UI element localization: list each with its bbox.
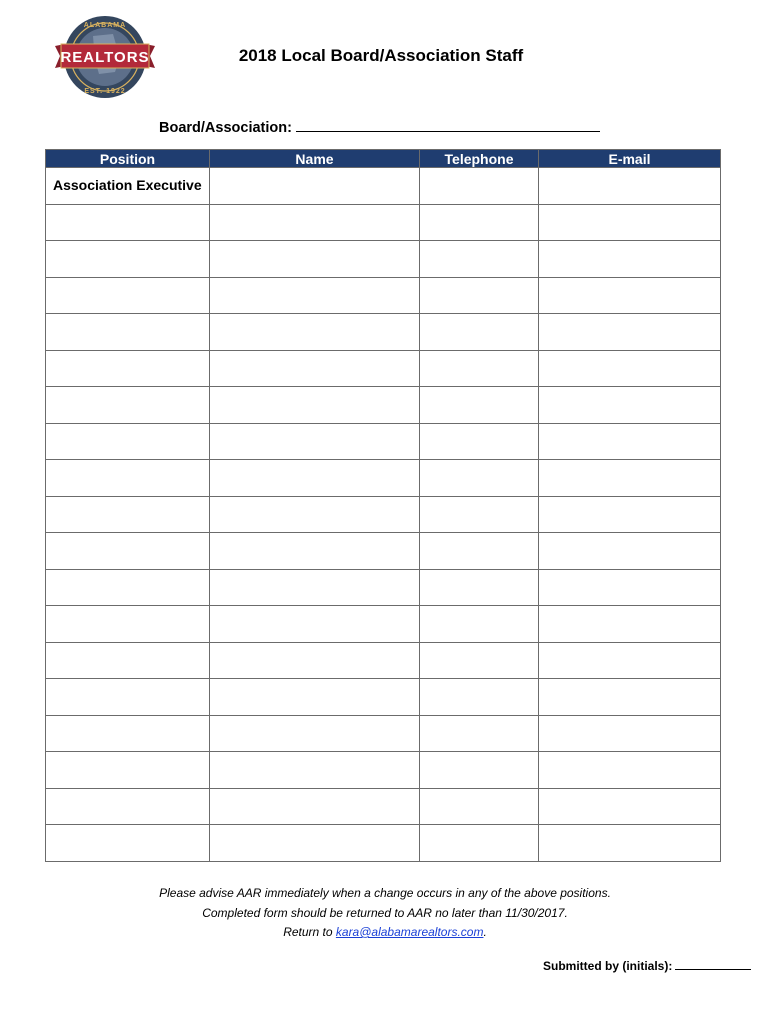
cell-text (427, 497, 538, 506)
cell-name[interactable] (210, 642, 420, 679)
initials-blank[interactable] (675, 958, 751, 970)
cell-email[interactable] (539, 350, 721, 387)
cell-text (546, 241, 720, 250)
cell-text (217, 789, 419, 798)
note-line-2: Completed form should be returned to AAR no later than 11/30/2017. (202, 905, 568, 920)
cell-email[interactable] (539, 496, 721, 533)
cell-position[interactable] (46, 460, 210, 497)
cell-text (217, 241, 419, 250)
table-row (46, 825, 721, 862)
cell-telephone[interactable] (420, 241, 539, 278)
cell-text (53, 716, 209, 725)
cell-position[interactable] (46, 533, 210, 570)
cell-position[interactable] (46, 496, 210, 533)
cell-text (427, 205, 538, 214)
cell-text (546, 570, 720, 579)
cell-text (217, 752, 419, 761)
cell-telephone[interactable] (420, 533, 539, 570)
table-row (46, 350, 721, 387)
cell-position[interactable] (46, 168, 210, 205)
cell-email[interactable] (539, 204, 721, 241)
cell-text (427, 168, 538, 177)
cell-text (217, 351, 419, 360)
table-row (46, 241, 721, 278)
cell-name[interactable] (210, 496, 420, 533)
cell-text (217, 643, 419, 652)
table-header-row (46, 150, 721, 168)
table-row (46, 569, 721, 606)
cell-text (546, 460, 720, 469)
cell-text (53, 789, 209, 798)
cell-email[interactable] (539, 606, 721, 643)
cell-position[interactable] (46, 788, 210, 825)
table-row (46, 788, 721, 825)
cell-telephone[interactable] (420, 168, 539, 205)
cell-text (217, 424, 419, 433)
cell-text (53, 351, 209, 360)
cell-email[interactable] (539, 569, 721, 606)
cell-text (427, 351, 538, 360)
table-row (46, 168, 721, 205)
cell-text (217, 205, 419, 214)
cell-text (546, 497, 720, 506)
cell-telephone[interactable] (420, 387, 539, 424)
cell-text (427, 314, 538, 323)
cell-name[interactable] (210, 204, 420, 241)
cell-telephone[interactable] (420, 204, 539, 241)
header-email: E-mail (539, 150, 721, 168)
instructions (0, 884, 770, 943)
cell-text (546, 314, 720, 323)
cell-position[interactable] (46, 387, 210, 424)
cell-position[interactable] (46, 679, 210, 716)
cell-position[interactable] (46, 752, 210, 789)
staff-table (45, 149, 721, 862)
cell-telephone[interactable] (420, 460, 539, 497)
cell-text (546, 679, 720, 688)
cell-email[interactable] (539, 277, 721, 314)
svg-text:ALABAMA: ALABAMA (83, 22, 127, 29)
cell-position[interactable] (46, 277, 210, 314)
cell-email[interactable] (539, 679, 721, 716)
cell-text (546, 168, 720, 177)
cell-telephone[interactable] (420, 642, 539, 679)
cell-text (217, 278, 419, 287)
cell-telephone[interactable] (420, 314, 539, 351)
svg-text:REALTORS: REALTORS (60, 49, 150, 66)
table-row (46, 387, 721, 424)
cell-email[interactable] (539, 241, 721, 278)
cell-name[interactable] (210, 679, 420, 716)
cell-text (217, 679, 419, 688)
cell-name[interactable] (210, 715, 420, 752)
table-row (46, 460, 721, 497)
cell-position[interactable] (46, 569, 210, 606)
cell-telephone[interactable] (420, 569, 539, 606)
cell-text (546, 351, 720, 360)
cell-position[interactable] (46, 642, 210, 679)
note-line-1: Please advise AAR immediately when a change occurs in any of the above positions. (159, 886, 611, 900)
cell-text (546, 752, 720, 761)
table-row (46, 606, 721, 643)
cell-position[interactable] (46, 204, 210, 241)
cell-position[interactable] (46, 241, 210, 278)
cell-name[interactable] (210, 752, 420, 789)
cell-text (427, 606, 538, 615)
cell-text (546, 825, 720, 834)
cell-email[interactable] (539, 533, 721, 570)
cell-name[interactable] (210, 387, 420, 424)
cell-name[interactable] (210, 460, 420, 497)
cell-name[interactable] (210, 241, 420, 278)
page-title: 2018 Local Board/Association Staff (238, 46, 524, 65)
cell-text (53, 205, 209, 214)
cell-text (53, 533, 209, 542)
table-row (46, 715, 721, 752)
cell-email[interactable] (539, 788, 721, 825)
cell-name[interactable] (210, 788, 420, 825)
cell-telephone[interactable] (420, 679, 539, 716)
cell-text (53, 679, 209, 688)
cell-name[interactable] (210, 168, 420, 205)
cell-text (217, 497, 419, 506)
cell-text (53, 424, 209, 433)
cell-text (53, 497, 209, 506)
cell-text (53, 314, 209, 323)
cell-text (217, 460, 419, 469)
board-association-label: Board/Association: (159, 120, 292, 136)
table-row (46, 496, 721, 533)
cell-text (217, 825, 419, 834)
cell-text (427, 570, 538, 579)
cell-email[interactable] (539, 423, 721, 460)
cell-text (217, 314, 419, 323)
cell-position[interactable] (46, 825, 210, 862)
cell-text (53, 460, 209, 469)
cell-email[interactable] (539, 314, 721, 351)
board-association-blank[interactable] (296, 117, 600, 132)
cell-text (217, 570, 419, 579)
cell-position[interactable] (46, 715, 210, 752)
cell-text (546, 643, 720, 652)
cell-name[interactable] (210, 277, 420, 314)
table-row (46, 277, 721, 314)
cell-telephone[interactable] (420, 350, 539, 387)
cell-name[interactable] (210, 423, 420, 460)
cell-email[interactable] (539, 752, 721, 789)
table-row (46, 752, 721, 789)
table-row (46, 533, 721, 570)
cell-text (546, 205, 720, 214)
cell-text (53, 570, 209, 579)
header-position: Position (46, 150, 210, 168)
cell-text (427, 643, 538, 652)
cell-name[interactable] (210, 350, 420, 387)
cell-text: Association Executive (53, 177, 202, 193)
cell-name[interactable] (210, 606, 420, 643)
cell-position[interactable] (46, 314, 210, 351)
cell-text (427, 789, 538, 798)
cell-telephone[interactable] (420, 277, 539, 314)
cell-email[interactable] (539, 825, 721, 862)
cell-telephone[interactable] (420, 825, 539, 862)
svg-text:EST. 1922: EST. 1922 (84, 88, 126, 95)
cell-text (53, 387, 209, 396)
cell-text (217, 606, 419, 615)
cell-text (217, 716, 419, 725)
table-row (46, 314, 721, 351)
cell-telephone[interactable] (420, 715, 539, 752)
cell-text (427, 752, 538, 761)
table-row (46, 642, 721, 679)
cell-email[interactable] (539, 387, 721, 424)
note-line-3: Return to kara@alabamarealtors.com. (283, 925, 487, 939)
cell-name[interactable] (210, 533, 420, 570)
cell-text (427, 241, 538, 250)
cell-position[interactable] (46, 423, 210, 460)
submitted-by-field[interactable] (543, 958, 751, 973)
cell-text (427, 825, 538, 834)
cell-name[interactable] (210, 825, 420, 862)
cell-text (427, 278, 538, 287)
cell-email[interactable] (539, 460, 721, 497)
cell-text (53, 241, 209, 250)
header-telephone: Telephone (420, 150, 539, 168)
cell-text (53, 278, 209, 287)
cell-telephone[interactable] (420, 752, 539, 789)
cell-email[interactable] (539, 715, 721, 752)
cell-text (546, 533, 720, 542)
cell-text (546, 387, 720, 396)
header-name: Name (210, 150, 420, 168)
cell-text (427, 460, 538, 469)
cell-telephone[interactable] (420, 496, 539, 533)
cell-text (546, 606, 720, 615)
board-association-field[interactable] (159, 117, 600, 136)
cell-position[interactable] (46, 350, 210, 387)
cell-name[interactable] (210, 569, 420, 606)
cell-text (427, 533, 538, 542)
cell-text (53, 606, 209, 615)
cell-text (427, 716, 538, 725)
cell-text (427, 387, 538, 396)
cell-text (217, 533, 419, 542)
cell-text (217, 387, 419, 396)
cell-text (546, 716, 720, 725)
cell-text (546, 278, 720, 287)
submitted-by-label: Submitted by (initials): (543, 959, 673, 973)
cell-text (427, 424, 538, 433)
table-row (46, 423, 721, 460)
table-row (46, 204, 721, 241)
cell-text (53, 752, 209, 761)
cell-telephone[interactable] (420, 606, 539, 643)
cell-position[interactable] (46, 606, 210, 643)
cell-email[interactable] (539, 642, 721, 679)
email-link[interactable]: kara@alabamarealtors.com (335, 925, 484, 939)
cell-text (53, 825, 209, 834)
cell-telephone[interactable] (420, 788, 539, 825)
cell-text (53, 643, 209, 652)
cell-email[interactable] (539, 168, 721, 205)
cell-text (546, 424, 720, 433)
cell-text (427, 679, 538, 688)
table-row (46, 679, 721, 716)
cell-telephone[interactable] (420, 423, 539, 460)
cell-text (546, 789, 720, 798)
cell-name[interactable] (210, 314, 420, 351)
cell-text (217, 168, 419, 177)
